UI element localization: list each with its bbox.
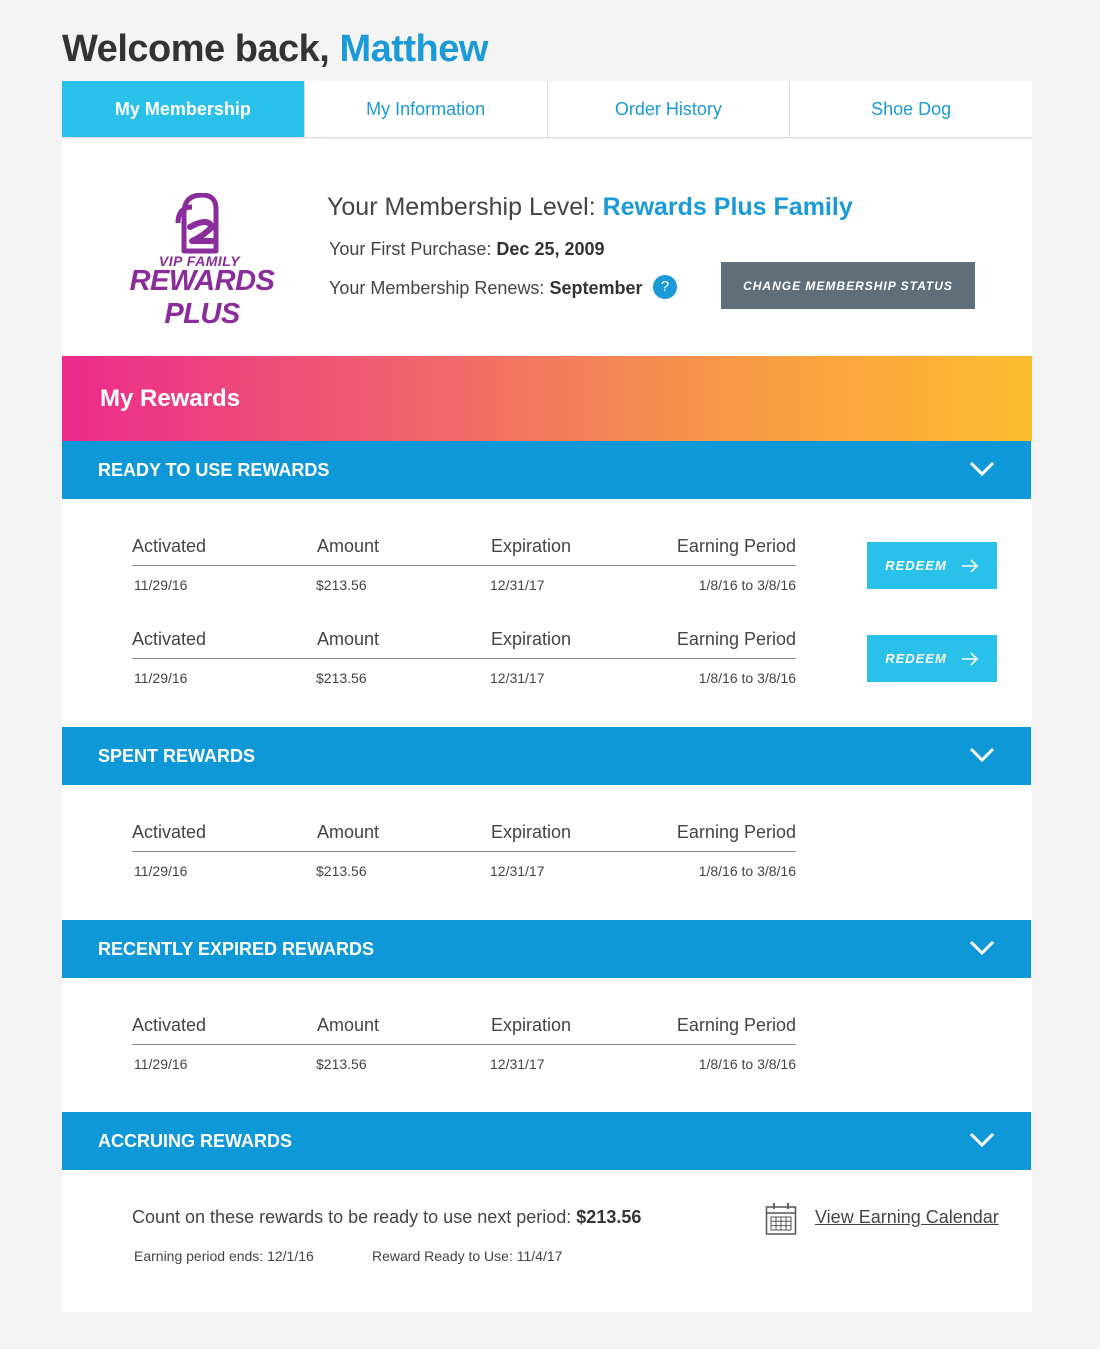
reward-row-header xyxy=(132,528,796,566)
period-value: 1/8/16 to 3/8/16 xyxy=(698,863,796,879)
amount-value: $213.56 xyxy=(316,1056,367,1072)
tab-order-history[interactable]: Order History xyxy=(547,81,790,137)
col-activated: Activated xyxy=(132,822,207,842)
redeem-button[interactable] xyxy=(867,542,997,589)
reward-row xyxy=(132,1007,796,1079)
col-amount: Amount xyxy=(317,536,380,556)
first-purchase-value: Dec 25, 2009 xyxy=(496,239,605,259)
membership-level-value: Rewards Plus Family xyxy=(602,193,853,221)
membership-renews xyxy=(329,278,643,299)
period-value: 1/8/16 to 3/8/16 xyxy=(698,577,796,593)
tab-my-information[interactable]: My Information xyxy=(304,81,547,137)
welcome-prefix: Welcome back, xyxy=(62,28,330,70)
recently-expired-section-header[interactable] xyxy=(62,920,1031,978)
section-title: RECENTLY EXPIRED REWARDS xyxy=(98,939,375,959)
activated-value: 11/29/16 xyxy=(134,670,188,686)
reward-row-values xyxy=(132,566,796,600)
user-name: Matthew xyxy=(339,28,488,70)
amount-value: $213.56 xyxy=(316,670,367,686)
amount-value: $213.56 xyxy=(316,577,367,593)
help-icon[interactable]: ? xyxy=(653,275,677,299)
col-activated: Activated xyxy=(132,629,207,649)
membership-level xyxy=(327,193,853,222)
ready-to-use-section-header[interactable] xyxy=(62,441,1031,499)
period-value: 1/8/16 to 3/8/16 xyxy=(698,1056,796,1072)
col-activated: Activated xyxy=(132,536,207,556)
page-title xyxy=(62,28,488,71)
expiration-value: 12/31/17 xyxy=(490,577,545,593)
col-expiration: Expiration xyxy=(491,536,572,556)
my-rewards-title: My Rewards xyxy=(100,385,241,412)
amount-value: $213.56 xyxy=(316,863,367,879)
section-title: READY TO USE REWARDS xyxy=(98,460,330,480)
logo-line1: VIP FAMILY xyxy=(158,253,241,269)
renews-label: Your Membership Renews: xyxy=(329,278,545,298)
redeem-button[interactable] xyxy=(867,635,997,682)
col-expiration: Expiration xyxy=(491,822,572,842)
col-expiration: Expiration xyxy=(491,1015,572,1035)
expiration-value: 12/31/17 xyxy=(490,1056,545,1072)
section-title: ACCRUING REWARDS xyxy=(98,1131,293,1151)
chevron-down-icon xyxy=(968,938,996,958)
arrow-right-icon xyxy=(961,652,979,666)
tab-bar xyxy=(62,81,1032,138)
accruing-amount: $213.56 xyxy=(576,1207,642,1227)
renews-value: September xyxy=(549,278,643,298)
reward-ready-date: Reward Ready to Use: 11/4/17 xyxy=(372,1248,563,1264)
earning-period-ends: Earning period ends: 12/1/16 xyxy=(134,1248,314,1264)
first-purchase-label: Your First Purchase: xyxy=(329,239,492,259)
expiration-value: 12/31/17 xyxy=(490,670,545,686)
chevron-down-icon xyxy=(968,1130,996,1150)
accruing-section-header[interactable] xyxy=(62,1112,1031,1170)
accruing-text: Count on these rewards to be ready to use next period: xyxy=(132,1207,572,1227)
tab-shoe-dog[interactable]: Shoe Dog xyxy=(789,81,1032,137)
membership-level-label: Your Membership Level: xyxy=(327,193,596,221)
col-amount: Amount xyxy=(317,822,380,842)
activated-value: 11/29/16 xyxy=(134,863,188,879)
col-activated: Activated xyxy=(132,1015,207,1035)
membership-card xyxy=(62,139,1032,1312)
reward-row xyxy=(132,621,796,693)
col-amount: Amount xyxy=(317,1015,380,1035)
reward-row-header xyxy=(132,621,796,659)
spent-section-header[interactable] xyxy=(62,727,1031,785)
col-expiration: Expiration xyxy=(491,629,572,649)
expiration-value: 12/31/17 xyxy=(490,863,545,879)
reward-row-values xyxy=(132,659,796,693)
section-title: SPENT REWARDS xyxy=(98,746,256,766)
period-value: 1/8/16 to 3/8/16 xyxy=(698,670,796,686)
my-rewards-banner xyxy=(62,356,1032,441)
redeem-label: REDEEM xyxy=(885,651,947,666)
col-earning-period: Earning Period xyxy=(676,1015,796,1035)
logo-line2: REWARDS PLUS xyxy=(129,265,275,330)
first-purchase xyxy=(329,239,605,260)
activated-value: 11/29/16 xyxy=(134,577,188,593)
view-earning-calendar-link[interactable]: View Earning Calendar xyxy=(815,1207,999,1227)
reward-row xyxy=(132,814,796,886)
accruing-summary xyxy=(132,1207,641,1228)
change-membership-status-button[interactable]: CHANGE MEMBERSHIP STATUS xyxy=(721,262,975,309)
reward-row-values xyxy=(132,852,796,886)
redeem-label: REDEEM xyxy=(885,558,947,573)
rewards-plus-logo xyxy=(112,193,292,330)
chevron-down-icon xyxy=(968,459,996,479)
col-amount: Amount xyxy=(317,629,380,649)
chevron-down-icon xyxy=(968,745,996,765)
col-earning-period: Earning Period xyxy=(676,629,796,649)
reward-row-values xyxy=(132,1045,796,1079)
calendar-icon[interactable] xyxy=(765,1202,797,1236)
arrow-right-icon xyxy=(961,559,979,573)
tab-my-membership[interactable]: My Membership xyxy=(62,81,304,137)
activated-value: 11/29/16 xyxy=(134,1056,188,1072)
reward-row xyxy=(132,528,796,600)
col-earning-period: Earning Period xyxy=(676,822,796,842)
reward-row-header xyxy=(132,1007,796,1045)
reward-row-header xyxy=(132,814,796,852)
col-earning-period: Earning Period xyxy=(676,536,796,556)
